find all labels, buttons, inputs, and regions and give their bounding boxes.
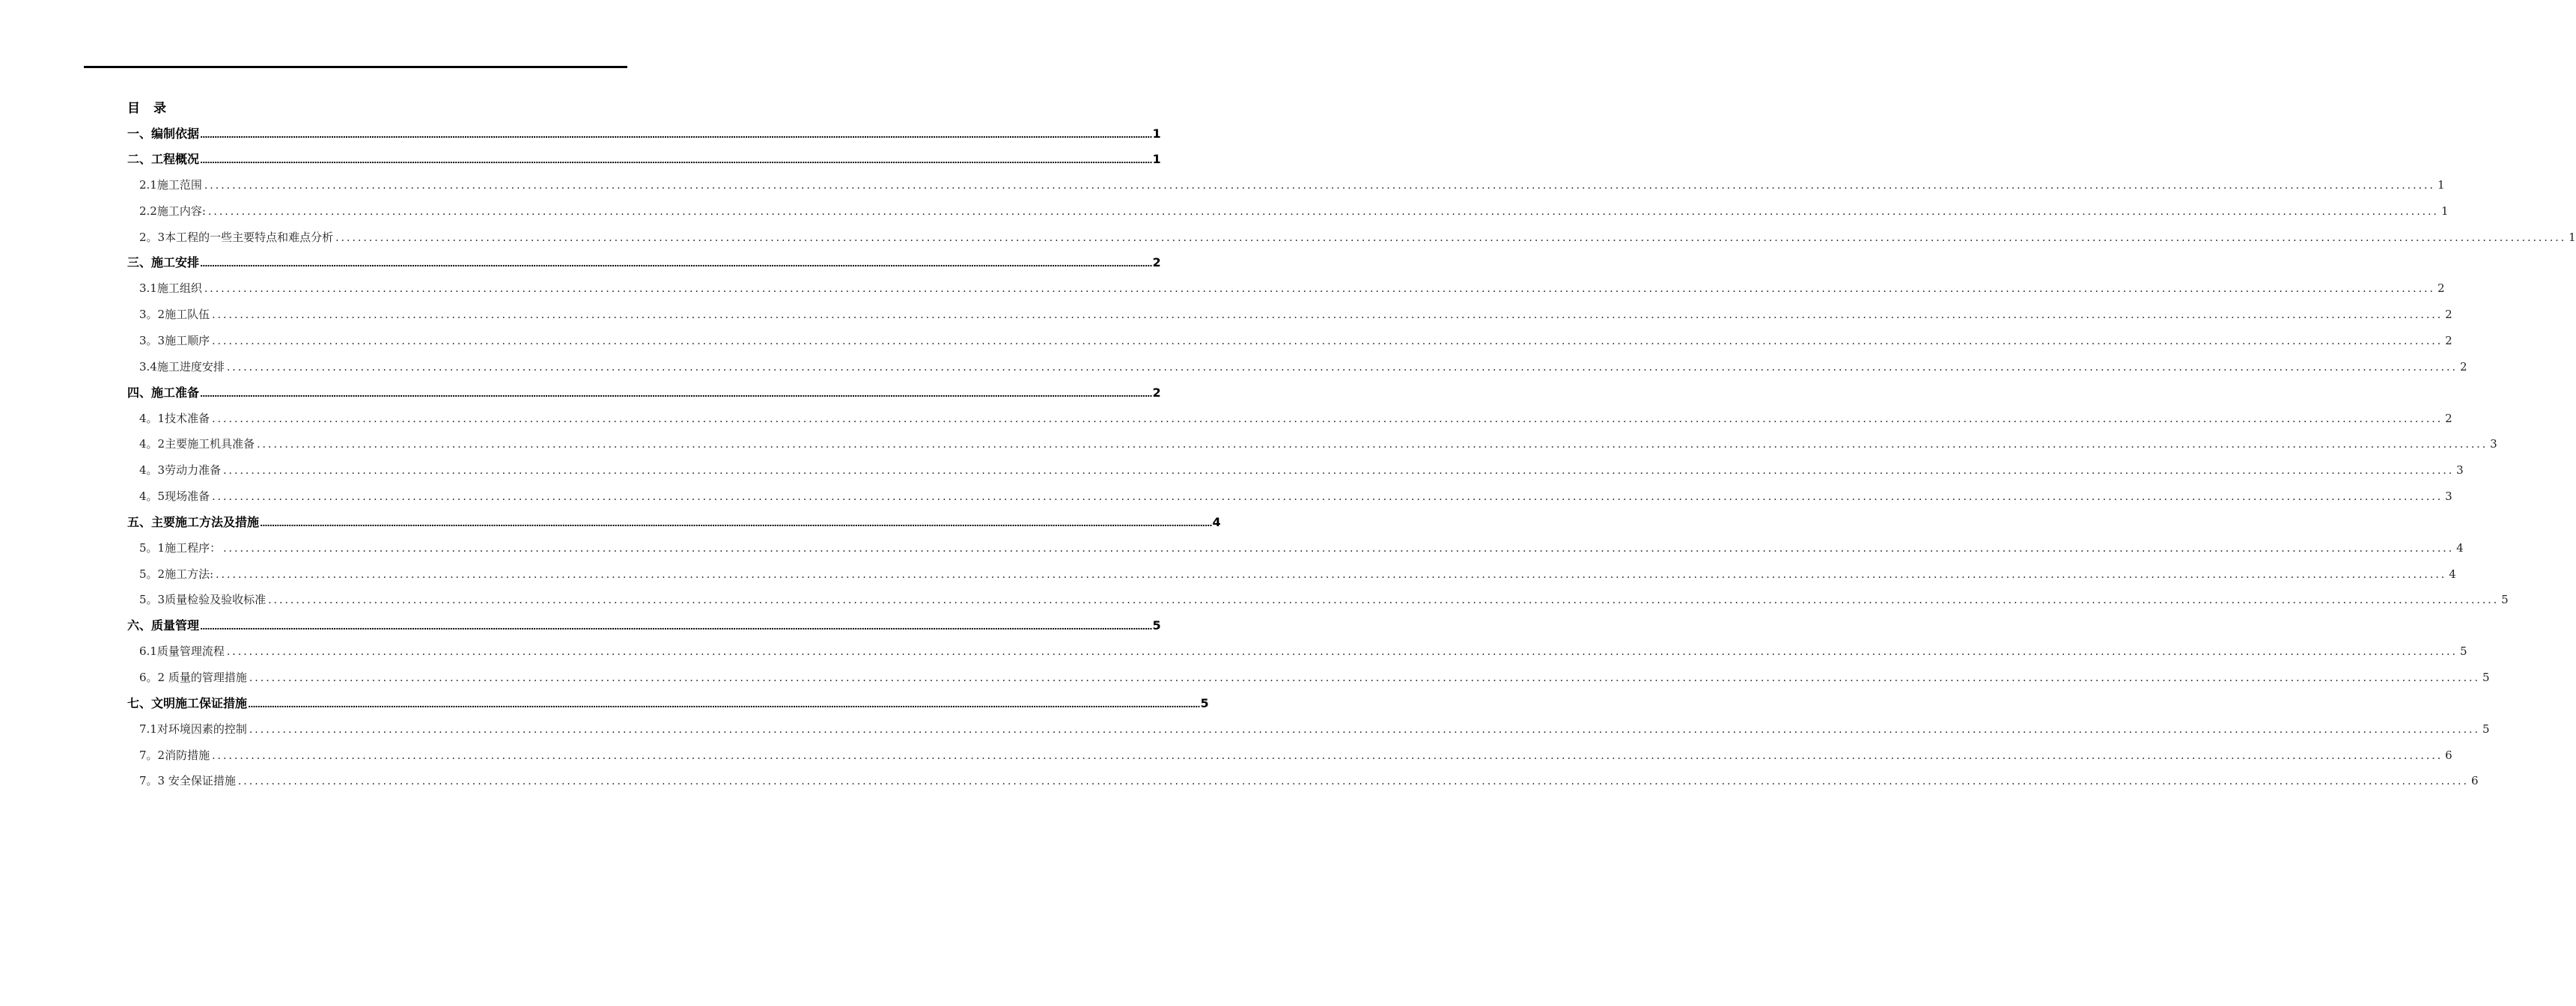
toc-dot-leader: ................................................................................................................................................................................................................................................................................................................................................................................................................ bbox=[223, 542, 2455, 555]
toc-entry-page-number: 1 bbox=[2437, 178, 2445, 192]
toc-entry-section[interactable] bbox=[127, 691, 1209, 716]
toc-dot-leader: ................................................................................................................................................................................................................................................................................................................................................................................................................ bbox=[223, 465, 2455, 478]
toc-entry-label: 7。3 安全保证措施 bbox=[139, 774, 236, 788]
toc-entry-label: 2.1施工范围 bbox=[139, 178, 202, 192]
toc-entry-section[interactable] bbox=[127, 613, 1161, 638]
toc-dot-leader: ................................................................................................................................................................................................................................................................................................................................................................................................................ bbox=[200, 130, 1152, 140]
toc-entry-label: 7。2消防措施 bbox=[139, 748, 210, 762]
toc-entry-section[interactable] bbox=[127, 121, 1161, 147]
toc-entry-subsection[interactable] bbox=[127, 768, 2479, 794]
toc-entry-page-number: 2 bbox=[2445, 308, 2452, 322]
toc-entries bbox=[127, 121, 2576, 794]
toc-dot-leader: ................................................................................................................................................................................................................................................................................................................................................................................................................ bbox=[216, 568, 2447, 581]
toc-entry-page-number: 2 bbox=[2445, 411, 2452, 425]
toc-entry-subsection[interactable] bbox=[127, 587, 2509, 613]
toc-entry-page-number: 2 bbox=[1152, 385, 1161, 400]
toc-entry-subsection[interactable] bbox=[127, 302, 2452, 328]
toc-entry-label: 2。3本工程的一些主要特点和难点分析 bbox=[139, 230, 334, 244]
toc-entry-label: 二、工程概况 bbox=[127, 152, 200, 166]
toc-dot-leader: ................................................................................................................................................................................................................................................................................................................................................................................................................ bbox=[260, 518, 1212, 528]
toc-dot-leader: ................................................................................................................................................................................................................................................................................................................................................................................................................ bbox=[212, 309, 2443, 322]
toc-entry-page-number: 1 bbox=[2441, 204, 2449, 218]
toc-entry-page-number: 4 bbox=[2449, 567, 2456, 581]
toc-dot-leader: ................................................................................................................................................................................................................................................................................................................................................................................................................ bbox=[204, 180, 2435, 192]
toc-title-part-2: 录 bbox=[153, 101, 166, 116]
toc-entry-page-number: 2 bbox=[1152, 255, 1161, 270]
toc-dot-leader: ................................................................................................................................................................................................................................................................................................................................................................................................................ bbox=[257, 439, 2488, 451]
toc-entry-page-number: 3 bbox=[2445, 489, 2452, 503]
toc-entry-label: 3.1施工组织 bbox=[139, 281, 202, 296]
toc-entry-page-number: 5 bbox=[2482, 722, 2490, 736]
toc-dot-leader: ................................................................................................................................................................................................................................................................................................................................................................................................................ bbox=[268, 594, 2500, 607]
toc-dot-leader: ................................................................................................................................................................................................................................................................................................................................................................................................................ bbox=[212, 749, 2443, 762]
toc-dot-leader: ................................................................................................................................................................................................................................................................................................................................................................................................................ bbox=[200, 622, 1152, 632]
toc-entry-page-number: 2 bbox=[2437, 281, 2445, 296]
toc-entry-subsection[interactable] bbox=[127, 484, 2452, 510]
toc-entry-label: 2.2施工内容: bbox=[139, 204, 206, 218]
toc-entry-section[interactable] bbox=[127, 147, 1161, 172]
toc-entry-label: 3。3施工顺序 bbox=[139, 333, 210, 347]
toc-entry-label: 3。2施工队伍 bbox=[139, 308, 210, 322]
toc-entry-page-number: 2 bbox=[2459, 359, 2467, 374]
toc-entry-page-number: 1 bbox=[2569, 230, 2576, 244]
toc-entry-page-number: 3 bbox=[2456, 463, 2464, 478]
table-of-contents bbox=[127, 96, 2576, 794]
toc-entry-label: 4。1技术准备 bbox=[139, 411, 210, 425]
toc-entry-label: 3.4施工进度安排 bbox=[139, 359, 225, 374]
toc-dot-leader: ................................................................................................................................................................................................................................................................................................................................................................................................................ bbox=[200, 259, 1152, 269]
toc-dot-leader: ................................................................................................................................................................................................................................................................................................................................................................................................................ bbox=[237, 775, 2469, 788]
toc-dot-leader: ................................................................................................................................................................................................................................................................................................................................................................................................................ bbox=[335, 231, 2567, 244]
toc-entry-label: 6。2 质量的管理措施 bbox=[139, 670, 247, 684]
toc-entry-page-number: 1 bbox=[1152, 126, 1161, 141]
toc-entry-subsection[interactable] bbox=[127, 198, 2449, 225]
toc-entry-label: 4。5现场准备 bbox=[139, 489, 210, 503]
toc-entry-page-number: 3 bbox=[2490, 437, 2497, 451]
toc-entry-page-number: 5 bbox=[2501, 593, 2509, 607]
toc-entry-page-number: 4 bbox=[1212, 514, 1221, 529]
toc-entry-label: 5。3质量检验及验收标准 bbox=[139, 593, 267, 607]
header-rule bbox=[84, 66, 627, 68]
toc-entry-page-number: 5 bbox=[2459, 644, 2467, 659]
toc-entry-subsection[interactable] bbox=[127, 716, 2490, 743]
toc-entry-subsection[interactable] bbox=[127, 535, 2464, 561]
toc-entry-label: 6.1质量管理流程 bbox=[139, 644, 225, 659]
toc-entry-label: 7.1对环境因素的控制 bbox=[139, 722, 247, 736]
toc-dot-leader: ................................................................................................................................................................................................................................................................................................................................................................................................................ bbox=[212, 412, 2443, 425]
toc-entry-subsection[interactable] bbox=[127, 354, 2467, 380]
toc-entry-subsection[interactable] bbox=[127, 406, 2452, 432]
toc-title-part-1: 目 bbox=[127, 101, 140, 116]
toc-dot-leader: ................................................................................................................................................................................................................................................................................................................................................................................................................ bbox=[249, 671, 2480, 684]
toc-dot-leader: ................................................................................................................................................................................................................................................................................................................................................................................................................ bbox=[212, 335, 2443, 347]
toc-entry-subsection[interactable] bbox=[127, 172, 2445, 198]
toc-entry-label: 5。1施工程序： bbox=[139, 540, 222, 555]
toc-entry-page-number: 6 bbox=[2470, 774, 2479, 788]
toc-entry-subsection[interactable] bbox=[127, 328, 2452, 354]
toc-dot-leader: ................................................................................................................................................................................................................................................................................................................................................................................................................ bbox=[207, 205, 2439, 218]
toc-dot-leader: ................................................................................................................................................................................................................................................................................................................................................................................................................ bbox=[248, 699, 1200, 710]
toc-entry-subsection[interactable] bbox=[127, 457, 2464, 484]
toc-entry-section[interactable] bbox=[127, 380, 1161, 406]
toc-entry-subsection[interactable] bbox=[127, 431, 2497, 457]
toc-entry-subsection[interactable] bbox=[127, 665, 2490, 691]
toc-entry-label: 一、编制依据 bbox=[127, 126, 200, 141]
toc-entry-label: 四、施工准备 bbox=[127, 385, 200, 400]
toc-dot-leader: ................................................................................................................................................................................................................................................................................................................................................................................................................ bbox=[212, 490, 2443, 503]
toc-dot-leader: ................................................................................................................................................................................................................................................................................................................................................................................................................ bbox=[204, 283, 2435, 296]
toc-entry-label: 三、施工安排 bbox=[127, 255, 200, 270]
toc-entry-subsection[interactable] bbox=[127, 743, 2452, 769]
toc-dot-leader: ................................................................................................................................................................................................................................................................................................................................................................................................................ bbox=[200, 156, 1152, 165]
toc-entry-label: 五、主要施工方法及措施 bbox=[127, 514, 260, 529]
toc-entry-page-number: 6 bbox=[2445, 748, 2452, 762]
toc-entry-page-number: 2 bbox=[2445, 333, 2452, 347]
toc-dot-leader: ................................................................................................................................................................................................................................................................................................................................................................................................................ bbox=[226, 646, 2458, 659]
toc-dot-leader: ................................................................................................................................................................................................................................................................................................................................................................................................................ bbox=[249, 723, 2480, 736]
toc-entry-subsection[interactable] bbox=[127, 275, 2445, 302]
toc-dot-leader: ................................................................................................................................................................................................................................................................................................................................................................................................................ bbox=[226, 361, 2458, 374]
toc-entry-page-number: 4 bbox=[2456, 540, 2464, 555]
toc-entry-section[interactable] bbox=[127, 250, 1161, 275]
toc-dot-leader: ................................................................................................................................................................................................................................................................................................................................................................................................................ bbox=[200, 388, 1152, 399]
toc-entry-page-number: 5 bbox=[1200, 695, 1209, 710]
toc-entry-subsection[interactable] bbox=[127, 638, 2467, 665]
toc-entry-label: 七、文明施工保证措施 bbox=[127, 695, 248, 710]
toc-entry-subsection[interactable] bbox=[127, 561, 2456, 588]
toc-entry-label: 4。3劳动力准备 bbox=[139, 463, 222, 478]
toc-entry-label: 六、质量管理 bbox=[127, 618, 200, 633]
toc-entry-label: 4。2主要施工机具准备 bbox=[139, 437, 255, 451]
toc-entry-page-number: 5 bbox=[1152, 618, 1161, 633]
toc-entry-subsection[interactable] bbox=[127, 225, 2576, 251]
toc-entry-label: 5。2施工方法: bbox=[139, 567, 214, 581]
toc-title bbox=[127, 96, 627, 121]
toc-entry-page-number: 5 bbox=[2482, 670, 2490, 684]
toc-entry-section[interactable] bbox=[127, 510, 1221, 535]
toc-entry-page-number: 1 bbox=[1152, 152, 1161, 166]
